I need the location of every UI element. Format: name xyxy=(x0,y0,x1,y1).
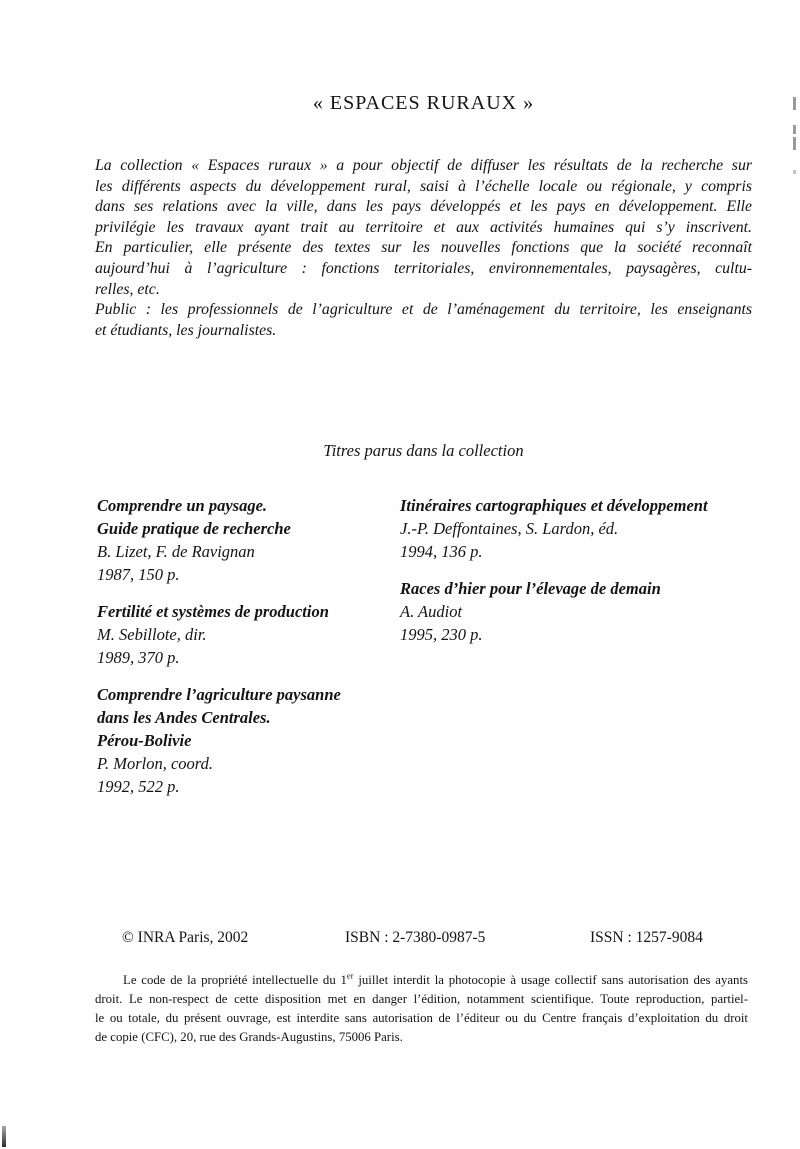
book-title: Pérou-Bolivie xyxy=(97,731,192,750)
isbn-number: ISBN : 2-7380-0987-5 xyxy=(345,929,486,946)
scan-artifact-right-4 xyxy=(793,170,796,174)
copyright-notice: © INRA Paris, 2002 xyxy=(122,929,249,946)
book-title: dans les Andes Centrales. xyxy=(97,708,271,727)
intro-line: En particulier, elle présente des textes sur les nouvelles fonctions que la société reconnaît xyxy=(95,239,752,257)
issn-number: ISSN : 1257-9084 xyxy=(590,929,703,946)
book-title: Itinéraires cartographiques et développement xyxy=(400,496,708,515)
book-author: A. Audiot xyxy=(400,602,463,621)
book-list-left-column xyxy=(97,494,400,812)
book-author: B. Lizet, F. de Ravignan xyxy=(97,542,255,561)
intro-line: Public : les professionnels de l’agriculture et de l’aménagement du territoire, les enseignants xyxy=(95,301,752,319)
book-title: Fertilité et systèmes de production xyxy=(97,602,329,621)
ordinal-superscript: er xyxy=(346,970,354,981)
intro-line: La collection « Espaces ruraux » a pour objectif de diffuser les résultats de la recherche sur xyxy=(95,157,752,174)
scan-artifact-right-1 xyxy=(793,97,796,110)
book-entry xyxy=(400,577,777,646)
book-entry xyxy=(97,683,400,798)
intro-line: dans ses relations avec la ville, dans les pays développés et les pays en développement. Elle xyxy=(95,198,752,216)
scan-artifact-bottom-left xyxy=(2,1126,6,1147)
published-titles-heading: Titres parus dans la collection xyxy=(323,441,524,460)
book-publication: 1987, 150 p. xyxy=(97,565,180,584)
legal-line: de copie (CFC), 20, rue des Grands-Augustins, 75006 Paris. xyxy=(95,1030,403,1044)
scan-artifact-right-3 xyxy=(793,137,796,150)
book-publication: 1992, 522 p. xyxy=(97,777,180,796)
book-title: Races d’hier pour l’élevage de demain xyxy=(400,579,661,598)
legal-text: Le code de la propriété intellectuelle du 1 xyxy=(123,973,347,987)
legal-line xyxy=(95,971,748,990)
book-author: J.-P. Deffontaines, S. Lardon, éd. xyxy=(400,519,619,538)
book-entry xyxy=(97,600,400,669)
intro-line: et étudiants, les journalistes. xyxy=(95,321,277,339)
book-publication: 1989, 370 p. xyxy=(97,648,180,667)
intro-line: relles, etc. xyxy=(95,280,160,298)
legal-line: droit. Le non-respect de cette disposition met en danger l’édition, notamment scientifique. Toute reproduction, partiel- xyxy=(95,992,748,1006)
book-author: P. Morlon, coord. xyxy=(97,754,213,773)
book-author: M. Sebillote, dir. xyxy=(97,625,207,644)
intro-paragraph xyxy=(95,156,752,341)
legal-text: juillet interdit la photocopie à usage collectif sans autorisation des ayants xyxy=(353,973,748,987)
intro-line: privilégie les travaux ayant trait au territoire et aux activités humaines qui s’y inscrivent. xyxy=(95,218,752,236)
scan-artifact-right-2 xyxy=(793,125,796,134)
book-title: Guide pratique de recherche xyxy=(97,519,291,538)
collection-title: « ESPACES RURAUX » xyxy=(312,92,535,114)
book-entry xyxy=(400,494,777,563)
book-title: Comprendre l’agriculture paysanne xyxy=(97,685,341,704)
intro-line: les différents aspects du développement rural, saisi à l’échelle locale ou régionale, y compris xyxy=(95,177,752,195)
book-entry xyxy=(97,494,400,586)
legal-notice xyxy=(95,971,748,1047)
book-title: Comprendre un paysage. xyxy=(97,496,268,515)
intro-line: aujourd’hui à l’agriculture : fonctions territoriales, environnementales, paysagères, cultu- xyxy=(95,259,752,277)
book-list xyxy=(97,494,777,812)
imprint-row xyxy=(0,929,800,951)
legal-line: le ou totale, du présent ouvrage, est interdite sans autorisation de l’éditeur ou du Centre français d’exploitation du droit xyxy=(95,1011,748,1025)
book-publication: 1994, 136 p. xyxy=(400,542,483,561)
book-list-right-column xyxy=(400,494,777,660)
book-publication: 1995, 230 p. xyxy=(400,625,483,644)
